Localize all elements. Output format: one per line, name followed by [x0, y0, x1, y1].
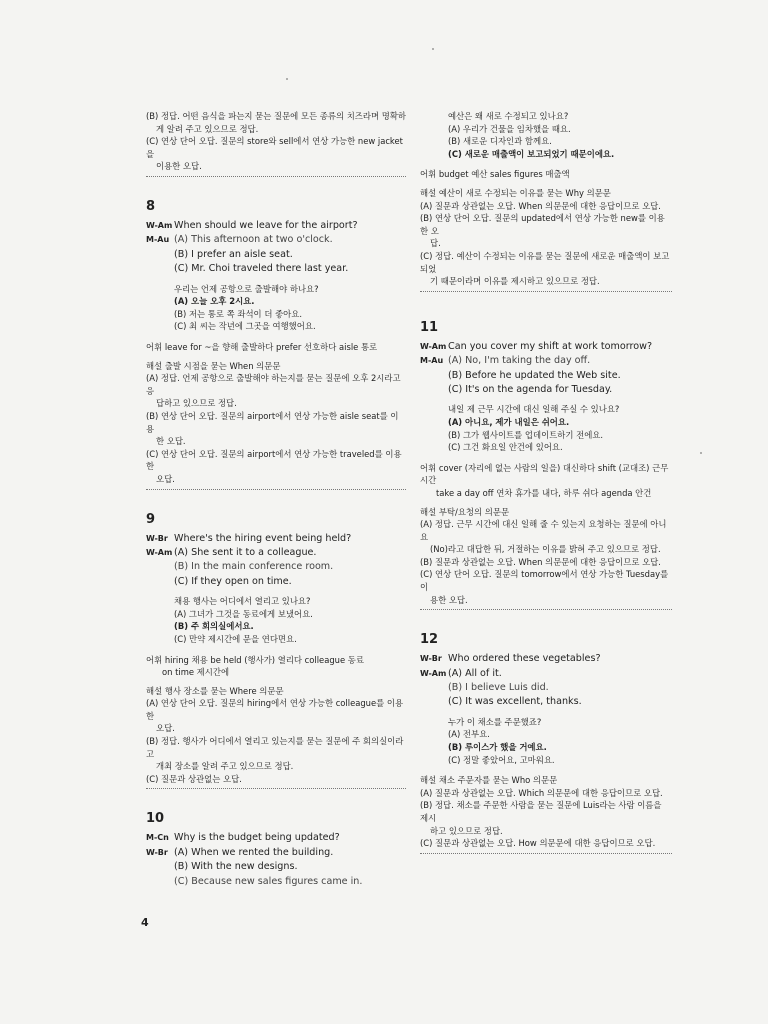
question-number: 11 — [420, 319, 439, 335]
question-number: 8 — [146, 198, 156, 214]
explanation-title: 해설 채소 주문자를 묻는 Who 의문문 — [420, 775, 558, 786]
question-line — [420, 340, 672, 354]
translation-answer: (C) 그건 화요일 안건에 있어요. — [448, 442, 563, 453]
translation-answer: (B) 새로운 디자인과 함께요. — [448, 136, 552, 147]
answer-line — [420, 667, 672, 681]
explanation-title: 해설 행사 장소를 묻는 Where 의문문 — [146, 685, 284, 696]
vocab-line: 어휘 budget 예산 sales figures 매출액 — [420, 169, 570, 180]
explanation-line: (B) 연상 단어 오답. 질문의 airport에서 연상 가능한 aisle seat를 이용 — [146, 410, 399, 434]
explanation-cont: 답. — [430, 238, 441, 249]
answer-line — [146, 233, 406, 247]
vocab-line: 어휘 leave for ~을 향해 출발하다 prefer 선호하다 aisle 통로 — [146, 341, 378, 352]
speaker-tag: W-Am — [146, 220, 173, 230]
question-text: Why is the budget being updated? — [174, 832, 340, 844]
explanation-cont: 기 때문이라며 이유를 제시하고 있으므로 정답. — [430, 276, 600, 287]
answer-option: (A) This afternoon at two o'clock. — [174, 234, 333, 246]
answer-option: (B) In the main conference room. — [174, 561, 334, 573]
answer-option: (C) It's on the agenda for Tuesday. — [448, 383, 613, 395]
explanation-line: (A) 정답. 근무 시간에 대신 일해 줄 수 있는지 요청하는 질문에 아니요 — [420, 519, 667, 542]
speaker-tag: W-Am — [420, 341, 447, 351]
answer-option: (C) It was excellent, thanks. — [448, 696, 582, 708]
question-number: 10 — [146, 811, 165, 827]
left-column — [146, 110, 406, 889]
speaker-tag: W-Am — [420, 668, 447, 678]
explanation-title: 해설 부탁/요청의 의문문 — [420, 506, 510, 517]
vocab-line: 어휘 hiring 채용 be held (행사가) 열리다 colleague 동료 — [146, 654, 364, 665]
answer-line — [146, 546, 406, 560]
answer-option: (B) I believe Luis did. — [448, 682, 549, 694]
answer-option: (B) Before he updated the Web site. — [448, 369, 621, 381]
explanation-title: 해설 예산이 새로 수정되는 이유를 묻는 Why 의문문 — [420, 187, 611, 198]
explanation-cont: 이용한 오답. — [156, 161, 202, 172]
speaker-tag: M-Au — [420, 356, 444, 366]
answer-option: (B) I prefer an aisle seat. — [174, 248, 293, 260]
explanation-line: (C) 연상 단어 오답. 질문의 tomorrow에서 연상 가능한 Tuesday를 이 — [420, 569, 669, 593]
answer-line — [146, 846, 406, 860]
explanation-line: (C) 질문과 상관없는 오답. — [146, 773, 242, 784]
explanation-cont: 오답. — [156, 723, 175, 734]
explanation-cont: (No)라고 대답한 뒤, 거절하는 이유를 밝혀 주고 있으므로 정답. — [430, 544, 661, 555]
explanation-line: (C) 질문과 상관없는 오답. How 의문문에 대한 응답이므로 오답. — [420, 838, 656, 849]
vocab-cont: on time 제시간에 — [162, 667, 230, 678]
explanation-cont: 용한 오답. — [430, 594, 468, 605]
translation-answer: (A) 아니요, 제가 내일은 쉬어요. — [448, 416, 570, 427]
scan-speck — [286, 78, 288, 80]
translation-answer: (B) 그가 웹사이트를 업데이트하기 전에요. — [448, 429, 604, 440]
divider — [420, 853, 672, 854]
scan-speck — [432, 48, 434, 50]
question-text: Can you cover my shift at work tomorrow? — [448, 340, 653, 352]
explanation-cont: 게 알려 주고 있으므로 정답. — [156, 123, 259, 134]
explanation-cont: 하고 있으므로 정답. — [430, 825, 503, 836]
translation-answer: (B) 주 회의실에서요. — [174, 621, 254, 632]
explanation-line: (A) 질문과 상관없는 오답. When 의문문에 대한 응답이므로 오답. — [420, 200, 661, 211]
answer-line — [420, 354, 672, 368]
explanation-line: (B) 질문과 상관없는 오답. When 의문문에 대한 응답이므로 오답. — [420, 556, 661, 567]
explanation-line: (B) 정답. 행사가 어디에서 열리고 있는지를 묻는 질문에 주 회의실이라고 — [146, 736, 404, 759]
question-text: Who ordered these vegetables? — [448, 653, 601, 665]
translation-question: 예산은 왜 새로 수정되고 있나요? — [448, 111, 569, 121]
explanation-cont: 답하고 있으므로 정답. — [156, 398, 237, 409]
explanation-cont: 개최 장소를 알려 주고 있으므로 정답. — [156, 761, 294, 772]
answer-option: (C) Because new sales figures came in. — [174, 875, 363, 887]
translation-question: 채용 행사는 어디에서 열리고 있나요? — [174, 596, 311, 607]
explanation-line: (C) 연상 단어 오답. 질문의 store와 sell에서 연상 가능한 new jacket을 — [146, 136, 403, 159]
speaker-tag: W-Am — [146, 547, 173, 557]
explanation-line: (A) 질문과 상관없는 오답. Which 의문문에 대한 응답이므로 오답. — [420, 787, 663, 798]
question-text: Where's the hiring event being held? — [174, 532, 352, 544]
answer-option: (A) When we rented the building. — [174, 846, 334, 858]
answer-option: (A) She sent it to a colleague. — [174, 546, 317, 558]
answer-option: (A) No, I'm taking the day off. — [448, 355, 591, 367]
question-line — [146, 532, 406, 546]
explanation-line: (B) 정답. 채소를 주문한 사람을 묻는 질문에 Luis라는 사람 이름을 제시 — [420, 800, 662, 824]
translation-question: 내일 제 근무 시간에 대신 일해 주실 수 있나요? — [448, 404, 620, 415]
translation-answer: (A) 오늘 오후 2시요. — [174, 296, 255, 307]
explanation-title: 해설 출발 시점을 묻는 When 의문문 — [146, 360, 281, 371]
speaker-tag: W-Br — [146, 847, 168, 857]
vocab-cont: take a day off 연차 휴가를 내다, 하루 쉬다 agenda 안건 — [436, 487, 652, 498]
explanation-cont: 한 오답. — [156, 436, 186, 447]
explanation-line: (B) 연상 단어 오답. 질문의 updated에서 연상 가능한 new를 이용한 오 — [420, 213, 665, 236]
right-column — [420, 110, 672, 854]
translation-answer: (A) 우리가 건물을 임차했을 때요. — [448, 123, 571, 134]
translation-answer: (B) 루이스가 했을 거예요. — [448, 742, 547, 753]
speaker-tag: M-Au — [146, 235, 170, 245]
translation-answer: (C) 새로운 매출액이 보고되었기 때문이에요. — [448, 148, 615, 159]
translation-question: 우리는 언제 공항으로 출발해야 하나요? — [174, 283, 319, 294]
translation-answer: (B) 저는 통로 쪽 좌석이 더 좋아요. — [174, 308, 302, 319]
answer-option: (B) With the new designs. — [174, 861, 298, 873]
translation-answer: (A) 전부요. — [448, 729, 490, 740]
explanation-line: (A) 정답. 언제 공항으로 출발해야 하는지를 묻는 질문에 오후 2시라고 응 — [146, 373, 401, 396]
explanation-cont: 오답. — [156, 473, 175, 484]
explanation-line: (A) 연상 단어 오답. 질문의 hiring에서 연상 가능한 colleague를 이용한 — [146, 698, 404, 721]
vocab-line: 어휘 cover (자리에 없는 사람의 일을) 대신하다 shift (교대조) 근무 시간 — [420, 462, 669, 486]
speaker-tag: W-Br — [420, 654, 442, 664]
translation-answer: (C) 최 씨는 작년에 그곳을 여행했어요. — [174, 321, 316, 332]
question-number: 12 — [420, 632, 439, 648]
question-text: When should we leave for the airport? — [174, 219, 358, 231]
translation-question: 누가 이 채소를 주문했죠? — [448, 716, 542, 727]
question-line — [420, 652, 672, 666]
explanation-line: (C) 연상 단어 오답. 질문의 airport에서 연상 가능한 traveled를 이용한 — [146, 448, 402, 472]
translation-answer: (C) 정말 좋았어요, 고마워요. — [448, 754, 555, 765]
translation-answer: (C) 만약 제시간에 문을 연다면요. — [174, 633, 297, 644]
explanation-line: (B) 정답. 어떤 음식을 파는지 묻는 질문에 모든 종류의 치즈라며 명확하 — [146, 111, 406, 121]
page-number: 4 — [141, 916, 149, 929]
answer-option: (C) Mr. Choi traveled there last year. — [174, 263, 349, 275]
explanation-line: (C) 정답. 예산이 수정되는 이유를 묻는 질문에 새로운 매출액이 보고되었 — [420, 250, 670, 274]
question-line — [146, 831, 406, 845]
speaker-tag: W-Br — [146, 533, 168, 543]
question-number: 9 — [146, 511, 156, 527]
scan-speck — [700, 452, 702, 454]
translation-answer: (A) 그녀가 그것을 동료에게 보냈어요. — [174, 608, 313, 619]
question-line — [146, 219, 406, 233]
answer-option: (C) If they open on time. — [174, 575, 292, 587]
speaker-tag: M-Cn — [146, 833, 169, 843]
answer-option: (A) All of it. — [448, 667, 502, 679]
